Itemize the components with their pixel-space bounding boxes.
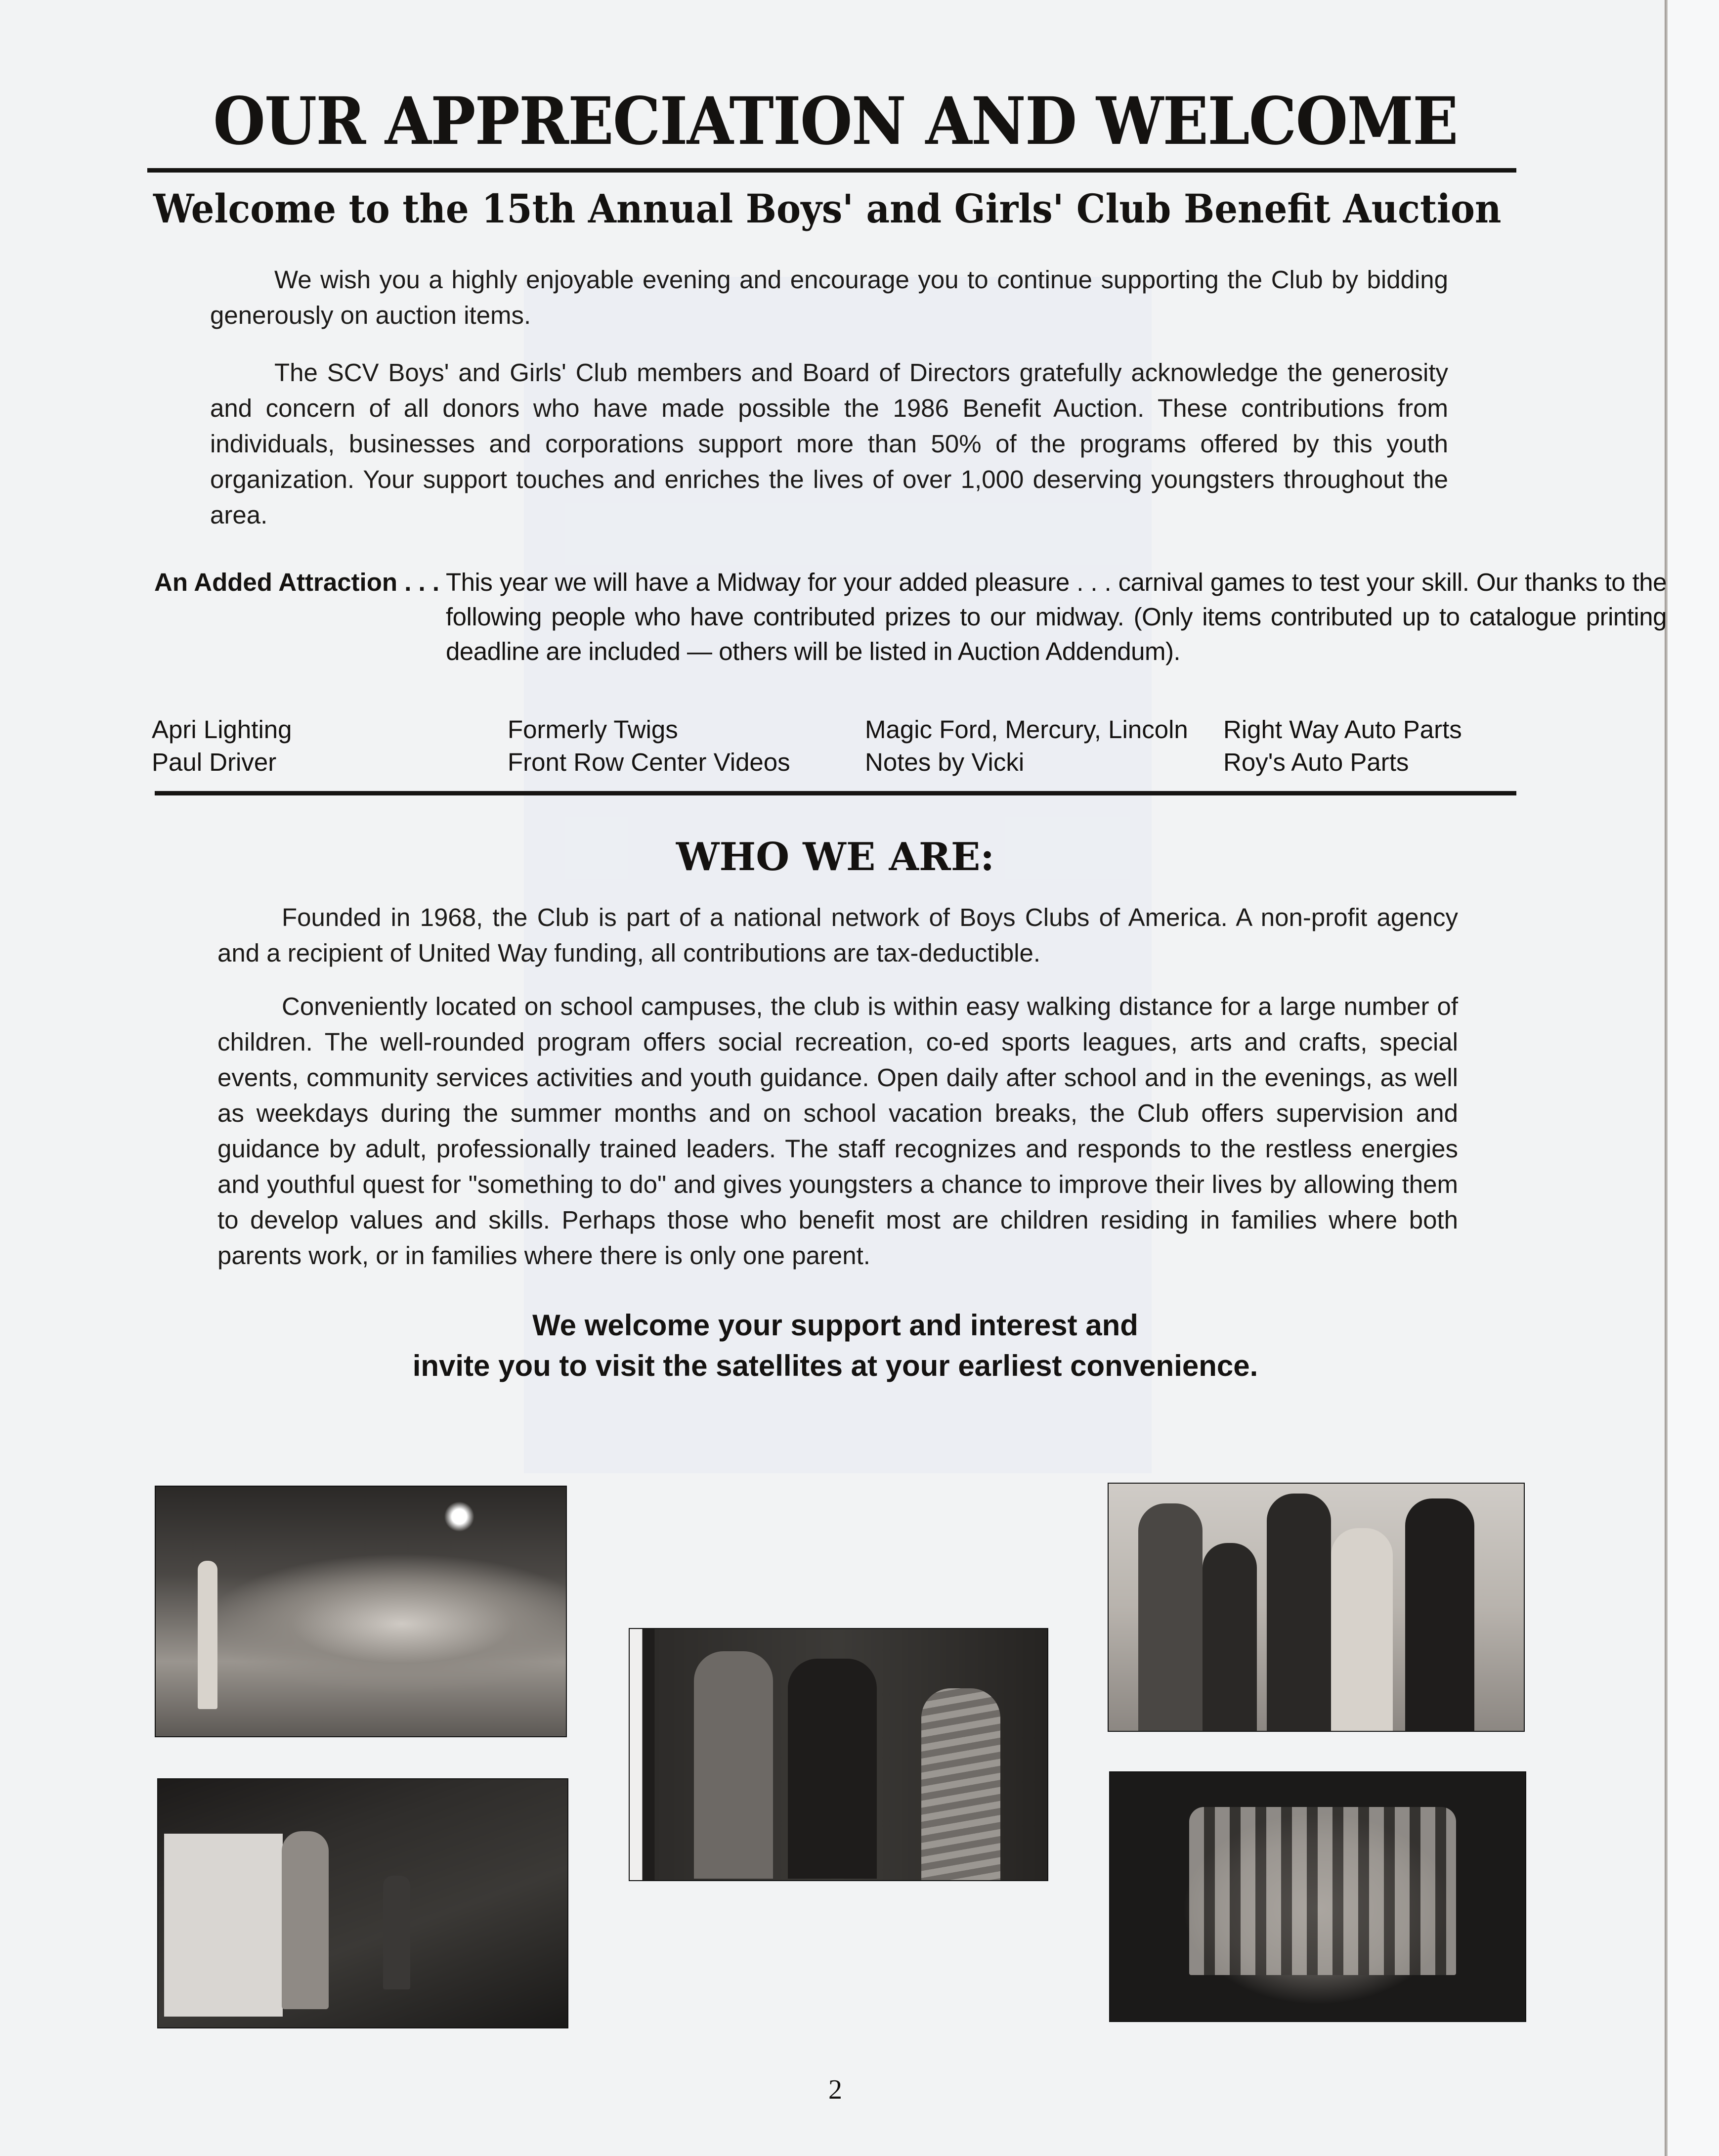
- person-figure: [1267, 1494, 1331, 1731]
- who-we-are-paragraph: Founded in 1968, the Club is part of a national network of Boys Clubs of America. A non-profit agency and a recipient of United Way funding, all contributions are tax-deductible.: [217, 903, 1458, 967]
- person-figure: [1203, 1543, 1257, 1731]
- person-figure: [788, 1659, 877, 1879]
- restaurant-sign: [164, 1834, 283, 2017]
- award-group-photo: [1108, 1483, 1525, 1732]
- added-attraction-label: An Added Attraction . . .: [154, 568, 440, 596]
- stage-performance-photo: [157, 1778, 568, 2028]
- donor-name: Right Way Auto Parts: [1223, 715, 1462, 744]
- title-divider: [147, 168, 1516, 173]
- donor-name: Front Row Center Videos: [508, 748, 790, 776]
- donor-column: [865, 713, 1188, 779]
- donor-name: Notes by Vicki: [865, 748, 1025, 776]
- speaker-figure: [282, 1831, 329, 2009]
- donor-column: [1223, 713, 1462, 779]
- closing-line: invite you to visit the satellites at your earliest convenience.: [412, 1349, 1258, 1382]
- who-we-are-heading: WHO WE ARE:: [676, 835, 995, 880]
- closing-statement: [0, 1305, 1671, 1386]
- page-title: OUR APPRECIATION AND WELCOME: [213, 83, 1458, 160]
- donor-column: [508, 713, 790, 779]
- youth-group-photo: [1109, 1771, 1526, 2022]
- donor-name: Paul Driver: [152, 748, 277, 776]
- jersey-figure: [383, 1876, 410, 1989]
- person-figure: [1331, 1528, 1393, 1731]
- donor-name: Magic Ford, Mercury, Lincoln: [865, 715, 1188, 744]
- person-figure: [1138, 1503, 1203, 1731]
- acknowledgement-paragraph: The SCV Boys' and Girls' Club members and Board of Directors gratefully acknowledge the generosity and concern of all donors who have made possible the 1986 Benefit Auction. These contributions from individuals, businesses and corporations support more than 50% of the programs offered by this youth organization. Your support touches and enriches the lives of over 1,000 deserving youngsters throughout the area.: [210, 358, 1448, 529]
- person-figure: [694, 1651, 773, 1879]
- group-figures: [1189, 1807, 1456, 1975]
- club-description-paragraph: Conveniently located on school campuses, the club is within easy walking distance for a large number of children. The well-rounded program offers social recreation, co-ed sports leagues, arts and crafts, special events, community services activities and youth guidance. Open daily after school and in the evenings, as well as weekdays during the summer months and on school vacation breaks, the Club offers supervision and guidance by adult, professionally trained leaders. The staff recognizes and responds to the restless energies and youthful quest for "something to do" and gives youngsters a chance to improve their lives by allowing them to develop values and skills. Perhaps those who benefit most are children residing in families where both parents work, or in families where there is only one parent.: [217, 992, 1458, 1270]
- banquet-hall-photo: [155, 1486, 567, 1737]
- added-attraction-text: This year we will have a Midway for your added pleasure . . . carnival games to test your skill. Our thanks to the following people who have contributed prizes to our midway. (Only items contributed up to catalogue printing deadline are included — others will be listed in Auction Addendum).: [446, 568, 1667, 665]
- closing-line: We welcome your support and interest and: [532, 1309, 1138, 1342]
- person-figure: [1405, 1498, 1474, 1731]
- section-divider: [155, 791, 1516, 795]
- welcome-paragraph: We wish you a highly enjoyable evening and encourage you to continue supporting the Club by bidding generously on auction items.: [210, 265, 1448, 329]
- page-number: 2: [828, 2074, 842, 2105]
- person-figure: [921, 1688, 1000, 1881]
- donor-name: Formerly Twigs: [508, 715, 678, 744]
- donor-name: Apri Lighting: [152, 715, 292, 744]
- speaker-figure: [198, 1561, 217, 1709]
- handshake-photo: [629, 1628, 1048, 1881]
- welcome-subtitle: Welcome to the 15th Annual Boys' and Girls' Club Benefit Auction: [153, 185, 1502, 232]
- facing-page-strip: [1668, 0, 1719, 2156]
- donor-column: [152, 713, 292, 779]
- donor-name: Roy's Auto Parts: [1223, 748, 1409, 776]
